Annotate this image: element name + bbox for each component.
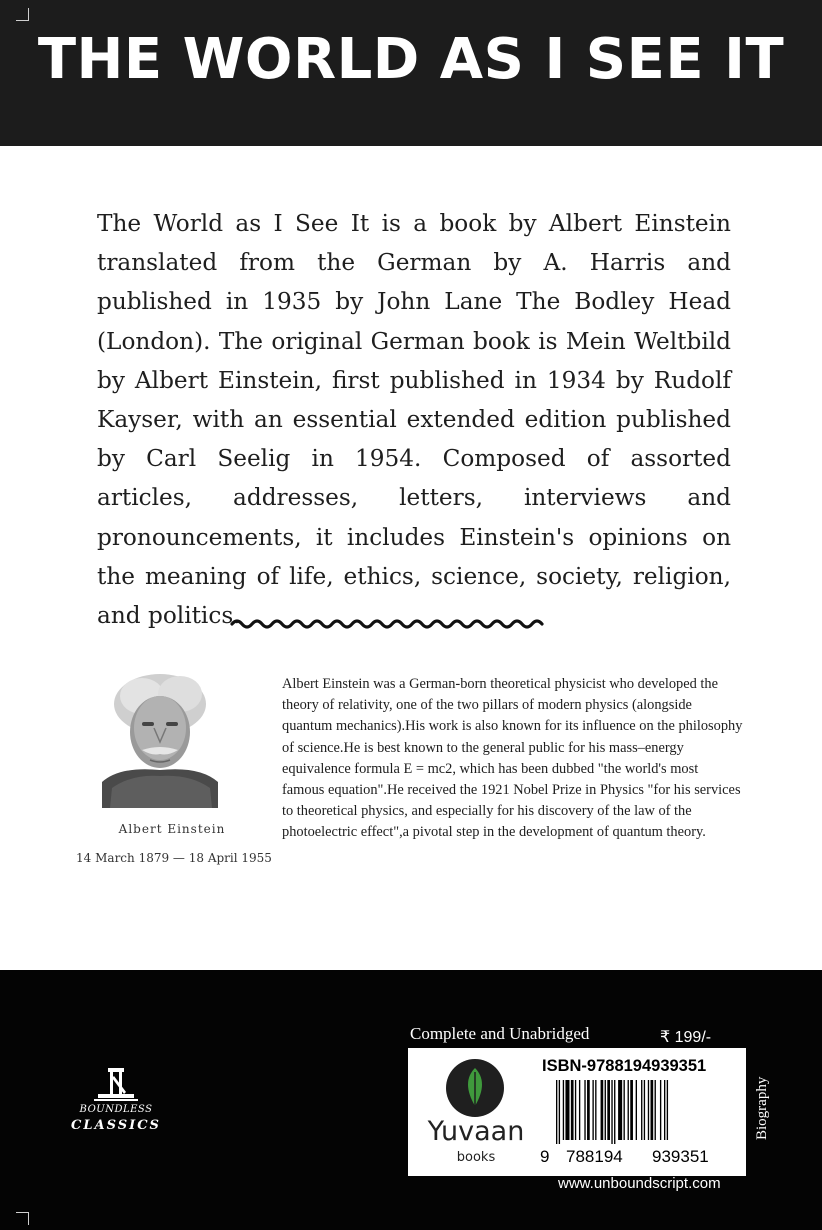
barcode-digit-lead: 9	[540, 1147, 550, 1166]
genre-label: Biography	[754, 1076, 770, 1140]
edition-label: Complete and Unabridged	[410, 1024, 590, 1043]
author-portrait	[102, 670, 218, 808]
barcode-bar	[655, 1080, 656, 1140]
barcode-bar	[607, 1080, 610, 1140]
barcode-bar	[614, 1080, 615, 1144]
leaf-icon	[445, 1058, 505, 1118]
barcode-bar	[559, 1080, 560, 1144]
portrait-caption-dates: 14 March 1879 — 18 April 1955	[76, 851, 272, 865]
barcode-graphic	[556, 1080, 736, 1144]
barcode-digits-right: 939351	[652, 1147, 709, 1166]
isbn-panel	[408, 1048, 746, 1176]
price-label: ₹ 199/-	[660, 1029, 712, 1046]
barcode-bar	[660, 1080, 661, 1140]
barcode-bar	[575, 1080, 576, 1140]
barcode-bar	[587, 1080, 590, 1140]
wavy-divider-icon	[230, 614, 550, 634]
barcode-bar	[601, 1080, 604, 1140]
barcode-bar	[584, 1080, 585, 1140]
barcode-bar	[648, 1080, 649, 1140]
book-blurb: The World as I See It is a book by Albert Einstein translated from the German by A. Harris and published in 1935 by John Lane The Bodley Head (London). The original German book is Mein Weltbild by Albert Einstein, first published in 1934 by Rudolf Kayser, with an essential extended edition published by Carl Seelig in 1954. Composed of assorted articles, addresses, letters, interviews and pronouncements, it includes Einstein's opinions on the meaning of life, ethics, science, society, religion, and politics.	[97, 210, 731, 630]
barcode-bar	[628, 1080, 629, 1140]
barcode-bar	[592, 1080, 593, 1140]
barcode-bar	[565, 1080, 569, 1140]
barcode-bar	[630, 1080, 633, 1140]
barcode-bar	[611, 1080, 612, 1144]
barcode-bar	[563, 1080, 564, 1140]
book-title: THE WORLD AS I SEE IT	[37, 27, 785, 92]
barcode-bar	[579, 1080, 580, 1140]
website-url: www.unboundscript.com	[558, 1175, 721, 1192]
crop-mark-bottom	[16, 1212, 29, 1225]
isbn-number: ISBN-9788194939351	[542, 1057, 707, 1075]
barcode-bar	[664, 1080, 665, 1140]
barcode-bar	[605, 1080, 606, 1140]
barcode-bar	[618, 1080, 622, 1140]
barcode-bar	[641, 1080, 642, 1140]
barcode-bar	[644, 1080, 645, 1140]
publisher-emblem-icon	[68, 1066, 164, 1104]
barcode-bar	[595, 1080, 596, 1140]
barcode-bar	[624, 1080, 625, 1140]
barcode-bar	[651, 1080, 654, 1140]
publisher-name: Yuvaan	[427, 1116, 525, 1147]
barcode-bar	[636, 1080, 637, 1140]
barcode-bar	[556, 1080, 557, 1144]
logo-word-classics: CLASSICS	[71, 1118, 161, 1133]
barcode-digits-left: 788194	[566, 1147, 623, 1166]
publisher-imprint: books	[456, 1150, 496, 1165]
barcode-bar	[667, 1080, 668, 1140]
barcode-bar	[571, 1080, 574, 1140]
boundless-classics-logo	[68, 1066, 164, 1140]
author-bio: Albert Einstein was a German-born theoretical physicist who developed the theory of relativity, one of the two pillars of modern physics (alongside quantum mechanics).His work is also known for its influence on the philosophy of science.He is best known to the general public for his mass–energy equivalence formula E = mc2, which has been dubbed "the world's most famous equation".He received the 1921 Nobel Prize in Physics "for his services to theoretical physics, and especially for his discovery of the law of the photoelectric effect",a pivotal step in the development of quantum theory.	[282, 676, 743, 841]
portrait-caption-name: Albert Einstein	[118, 822, 226, 836]
logo-word-boundless: BOUNDLESS	[79, 1104, 153, 1115]
crop-mark-top	[16, 8, 29, 21]
